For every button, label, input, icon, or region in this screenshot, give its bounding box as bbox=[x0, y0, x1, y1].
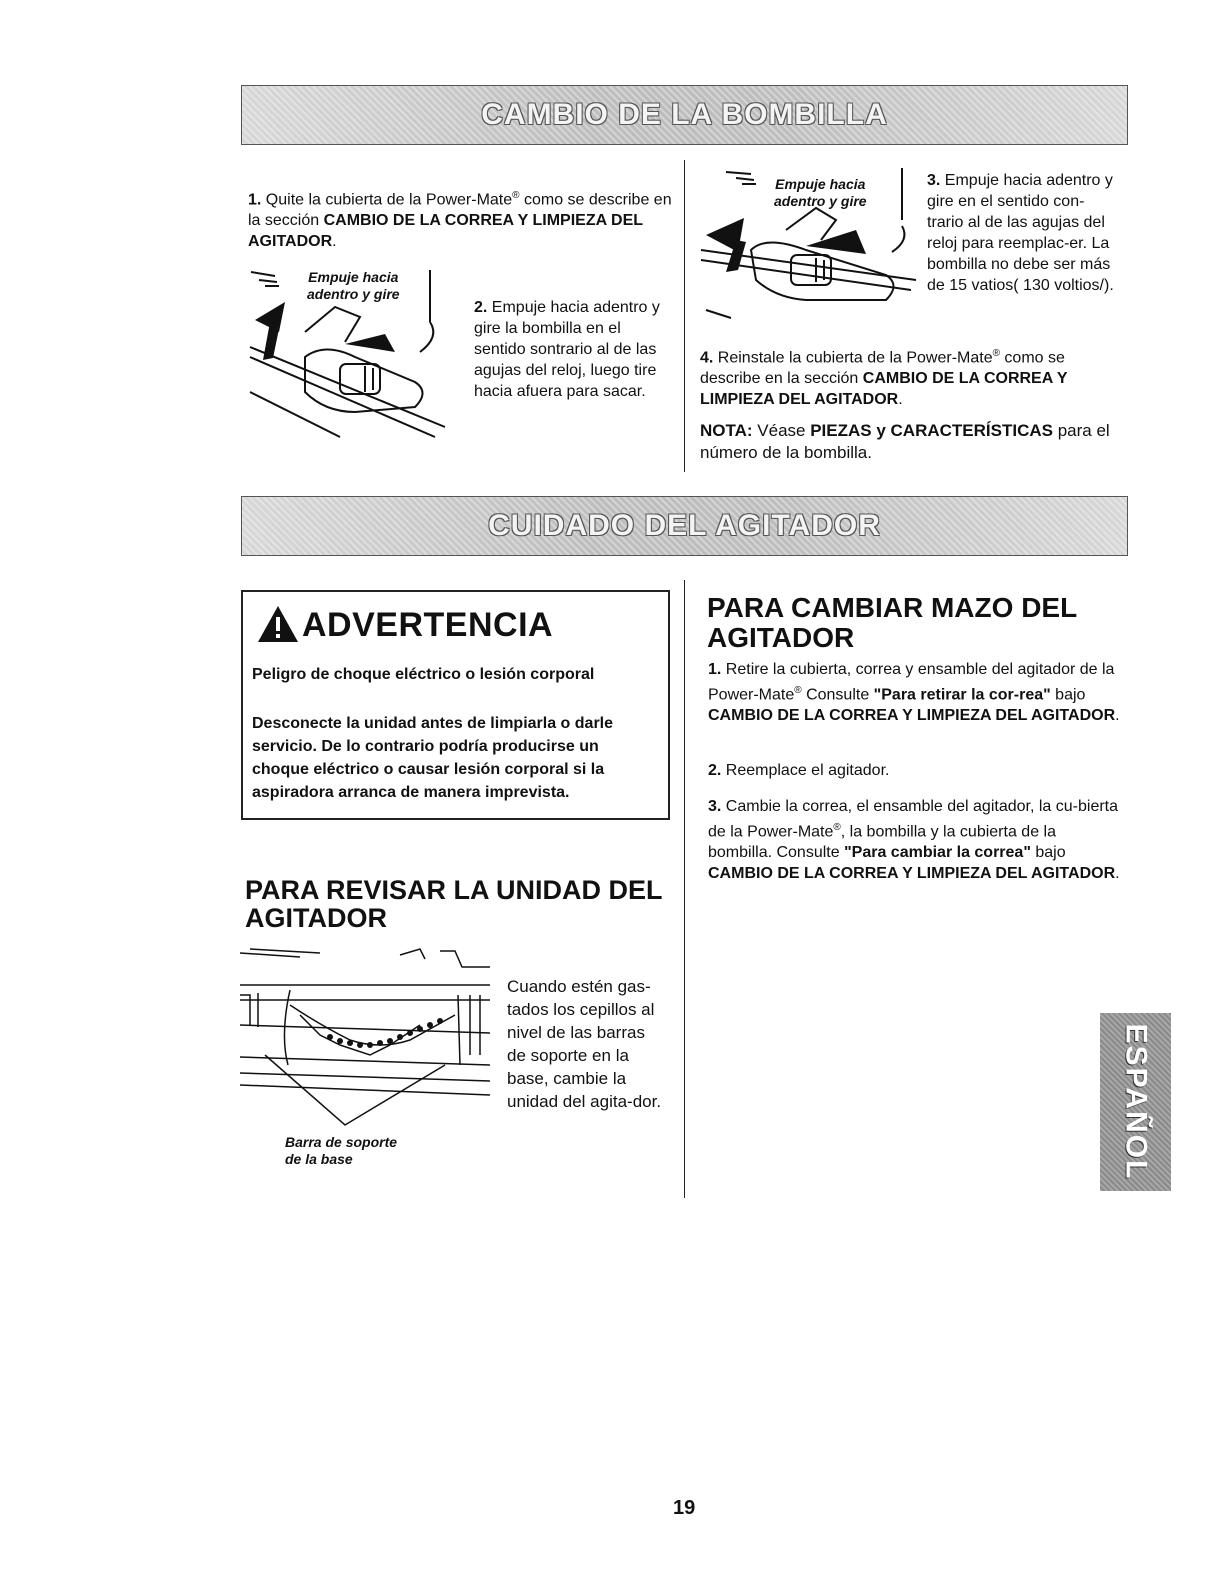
page-number: 19 bbox=[673, 1497, 696, 1519]
cambiar-step-2: 2. Reemplace el agitador. bbox=[708, 762, 890, 779]
warning-hazard: Peligro de choque eléctrico o lesión corporal bbox=[252, 666, 595, 683]
nota: NOTA: Véase PIEZAS y CARACTERÍSTICAS para el número de la bombilla. bbox=[700, 421, 1110, 462]
column-divider bbox=[684, 580, 685, 1198]
cambiar-step-3: 3. Cambie la correa, el ensamble del agitador, la cu-bierta de la Power-Mate®, la bombilla y la cubierta de la bombilla. Consulte "Para cambiar la correa" bajo CAMBIO DE LA CORREA Y LIMPIEZA DEL AGITADOR. bbox=[708, 798, 1120, 883]
section-title: CUIDADO DEL AGITADOR bbox=[488, 509, 881, 542]
cambiar-heading: PARA CAMBIAR MAZO DEL AGITADOR bbox=[707, 592, 1077, 653]
cambiar-step-1: 1. Retire la cubierta, correa y ensamble del agitador de la Power-Mate® Consulte "Para retirar la cor-rea" bajo CAMBIO DE LA CORREA Y LIMPIEZA DEL AGITADOR. bbox=[708, 661, 1120, 725]
fig3-label: Empuje hacia adentro y gire bbox=[774, 176, 867, 209]
warning-instructions: Desconecte la unidad antes de limpiarla o darle servicio. De lo contrario podría producirse un choque eléctrico o causar lesión corporal si la aspiradora arranca de manera imprevista. bbox=[252, 715, 614, 801]
column-divider bbox=[684, 160, 685, 472]
section-banner-agitador bbox=[241, 496, 1128, 556]
step-4: 4. Reinstale la cubierta de la Power-Mate® como se describe en la sección CAMBIO DE LA CORREA Y LIMPIEZA DEL AGITADOR. bbox=[700, 348, 1068, 409]
revisar-text: Cuando estén gas-tados los cepillos al nivel de las barras de soporte en la base, cambie la unidad del agita-dor. bbox=[507, 977, 662, 1111]
fig1-label: Empuje hacia adentro y gire bbox=[307, 269, 400, 302]
step-3: 3. Empuje hacia adentro y gire en el sentido con-trario al de las agujas del reloj para reemplac-er. La bombilla no debe ser más de 15 vatios( 130 voltios/). bbox=[927, 172, 1114, 294]
agitator-illustration bbox=[240, 945, 510, 1135]
language-tab: ESPAÑOL bbox=[1100, 1013, 1171, 1191]
warning-triangle-icon bbox=[256, 604, 300, 649]
support-bar-caption: Barra de soporte de la base bbox=[285, 1134, 398, 1167]
warning-title: ADVERTENCIA bbox=[302, 606, 554, 644]
revisar-heading: PARA REVISAR LA UNIDAD DEL AGITADOR bbox=[245, 875, 663, 933]
step-1: 1. Quite la cubierta de la Power-Mate® como se describe en la sección CAMBIO DE LA CORREA Y LIMPIEZA DEL AGITADOR. bbox=[248, 190, 672, 251]
step-2: 2. Empuje hacia adentro y gire la bombilla en el sentido sontrario al de las agujas del reloj, luego tire hacia afuera para sacar. bbox=[474, 299, 660, 400]
section-title: CAMBIO DE LA BOMBILLA bbox=[481, 98, 888, 131]
section-banner-bombilla bbox=[241, 85, 1128, 145]
